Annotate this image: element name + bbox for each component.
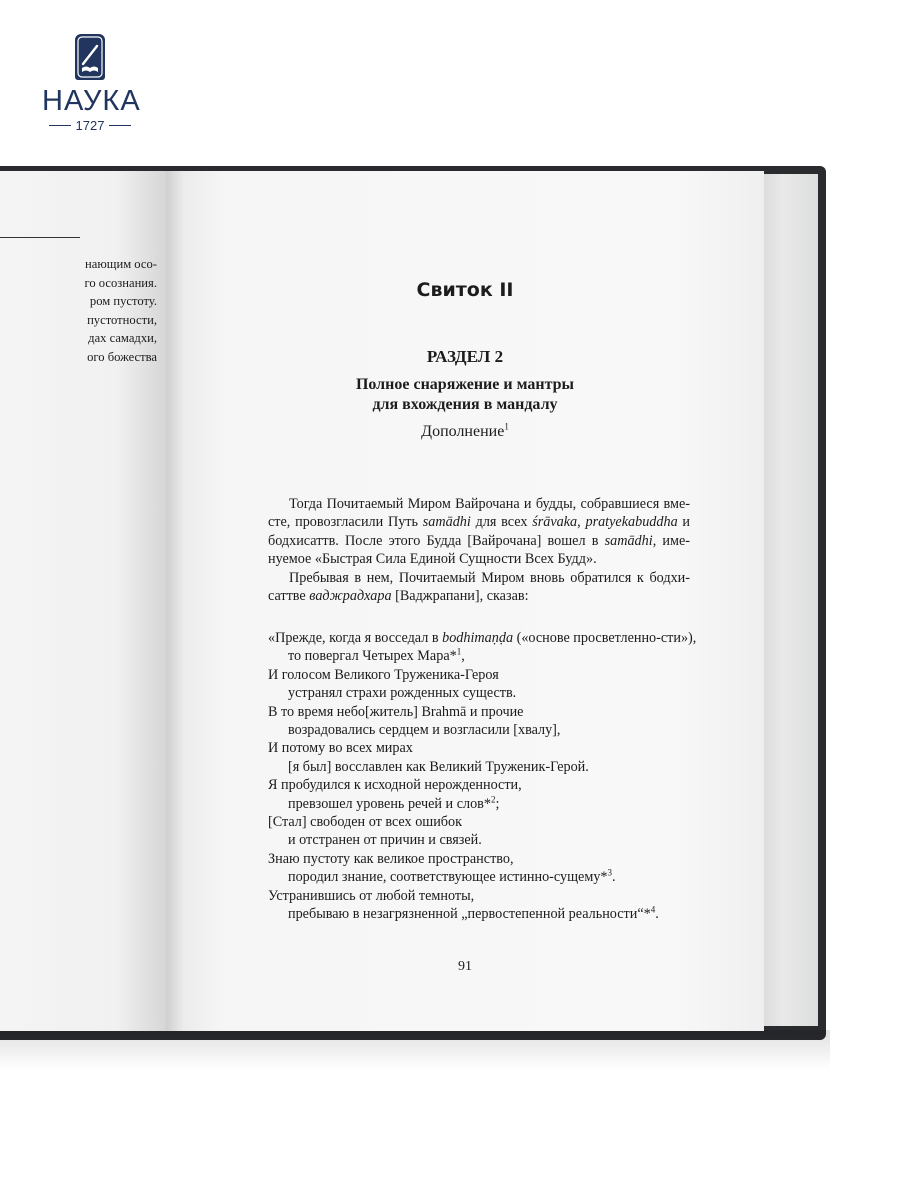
verse-text: и отстранен от причин и связей. <box>288 832 482 849</box>
italic-term: bodhimaṇḍa <box>442 630 514 646</box>
text-run: и бодхисаттв. После этого Будда [Вайрочана] вошел в <box>268 514 691 549</box>
scroll-title: Свиток II <box>416 279 514 301</box>
left-line: ром пустоту. <box>89 294 157 309</box>
text-run: , <box>577 514 586 531</box>
verse-line <box>268 721 698 739</box>
verse-text: [я был] восславлен как Великий Труженик-Герой. <box>288 758 589 775</box>
italic-term: samādhi <box>604 532 653 549</box>
section-title: РАЗДЕЛ 2 <box>426 347 504 366</box>
verse-line <box>268 831 698 849</box>
verse-text: И голосом Великого Труженика-Героя <box>268 666 499 683</box>
verse-text: В то время небо[житель] Brahmā и прочие <box>268 703 524 720</box>
text-run: Тогда Почитаемый Миром Вайрочана и будды, собравшиеся вме-сте, провозгласили Путь <box>268 496 690 531</box>
text-run: , име-нуемое «Быстрая Сила Единой Сущности Всех Будд». <box>268 532 691 568</box>
verse-line <box>268 758 698 776</box>
footnote-marker: 4 <box>650 904 656 915</box>
verse-text: устранял страхи рожденных существ. <box>288 685 517 702</box>
paragraph <box>268 569 690 606</box>
supplement-label <box>166 423 764 441</box>
verse-line <box>268 703 698 721</box>
supplement-text: Дополнение <box>421 423 505 440</box>
left-line: ого божества <box>87 349 157 364</box>
verse-line <box>268 795 698 813</box>
verse-text: Устранившись от любой темноты, <box>268 887 475 904</box>
body-text <box>268 495 690 605</box>
chapter-heading <box>166 375 764 415</box>
footnote-marker: 2 <box>490 793 496 804</box>
footnote-marker: 1 <box>456 646 462 657</box>
verse-text: Знаю пустоту как великое пространство, <box>268 850 514 867</box>
verse-text: пребываю в незагрязненной „первостепенной реальности“* <box>288 906 651 923</box>
punctuation: . <box>655 906 659 923</box>
left-page <box>0 171 166 1031</box>
punctuation: . <box>612 869 616 886</box>
verse-line <box>268 813 698 831</box>
verse-line <box>268 739 698 757</box>
left-line-text: дах самадхи, <box>88 331 157 346</box>
text-run: («основе просветленно-сти»), <box>513 630 697 646</box>
heading-line: для вхождения в мандалу <box>372 396 558 413</box>
text-run: [Ваджрапани], сказав: <box>391 588 529 605</box>
verse-text: породил знание, соответствующее истинно-сущему* <box>288 869 608 886</box>
verse-line <box>268 666 698 684</box>
punctuation: ; <box>495 795 500 812</box>
heading-line: Полное снаряжение и мантры <box>355 376 575 393</box>
paragraph <box>268 495 690 569</box>
footnote-marker: 3 <box>607 867 613 878</box>
verse-lines <box>268 647 698 923</box>
verse-text: превзошел уровень речей и слов* <box>288 795 491 812</box>
left-line: нающим осо- <box>85 257 157 271</box>
verse-line <box>268 647 698 665</box>
verse-block <box>268 629 698 924</box>
left-line: го осознания. <box>84 275 157 290</box>
verse-text: возрадовались сердцем и возгласили [хвалу], <box>288 722 561 739</box>
text-run: «Прежде, когда я восседал в <box>268 630 443 646</box>
punctuation: , <box>461 648 465 665</box>
verse-line <box>268 905 698 923</box>
verse-text: Я пробудился к исходной нерожденности, <box>268 777 522 794</box>
verse-line <box>268 684 698 702</box>
publisher-logo <box>42 34 141 133</box>
verse-line <box>268 776 698 794</box>
verse-line <box>268 850 698 868</box>
footnote-rule <box>0 237 80 238</box>
italic-term: ваджрадхара <box>309 588 392 605</box>
right-page <box>166 171 764 1031</box>
left-line: пустотности, <box>87 312 157 327</box>
verse-text: И потому во всех мирах <box>268 740 413 757</box>
italic-term: śrāvaka <box>532 514 578 531</box>
left-line <box>0 329 157 348</box>
page-edges <box>760 174 818 1026</box>
publisher-year: 1727 <box>75 118 105 133</box>
italic-term: samādhi <box>422 514 471 531</box>
publisher-year-line <box>42 118 138 133</box>
left-page-text <box>0 255 157 367</box>
italic-term: pratyekabuddha <box>585 514 678 531</box>
verse-line <box>268 629 698 647</box>
footnote-marker: 1 <box>504 421 509 432</box>
text-run: Пребывая в нем, Почитаемый Миром вновь обратился к бодхи-саттве <box>268 569 690 605</box>
verse-line <box>268 887 698 905</box>
page-number: 91 <box>458 959 472 974</box>
verse-line <box>268 868 698 886</box>
book-emblem-icon <box>75 34 105 80</box>
verse-text: то повергал Четырех Мара* <box>288 648 457 665</box>
book-shadow <box>0 1030 830 1070</box>
verse-text: [Стал] свободен от всех ошибок <box>268 814 463 831</box>
text-run: для всех <box>470 514 533 531</box>
publisher-name: НАУКА <box>42 85 141 117</box>
